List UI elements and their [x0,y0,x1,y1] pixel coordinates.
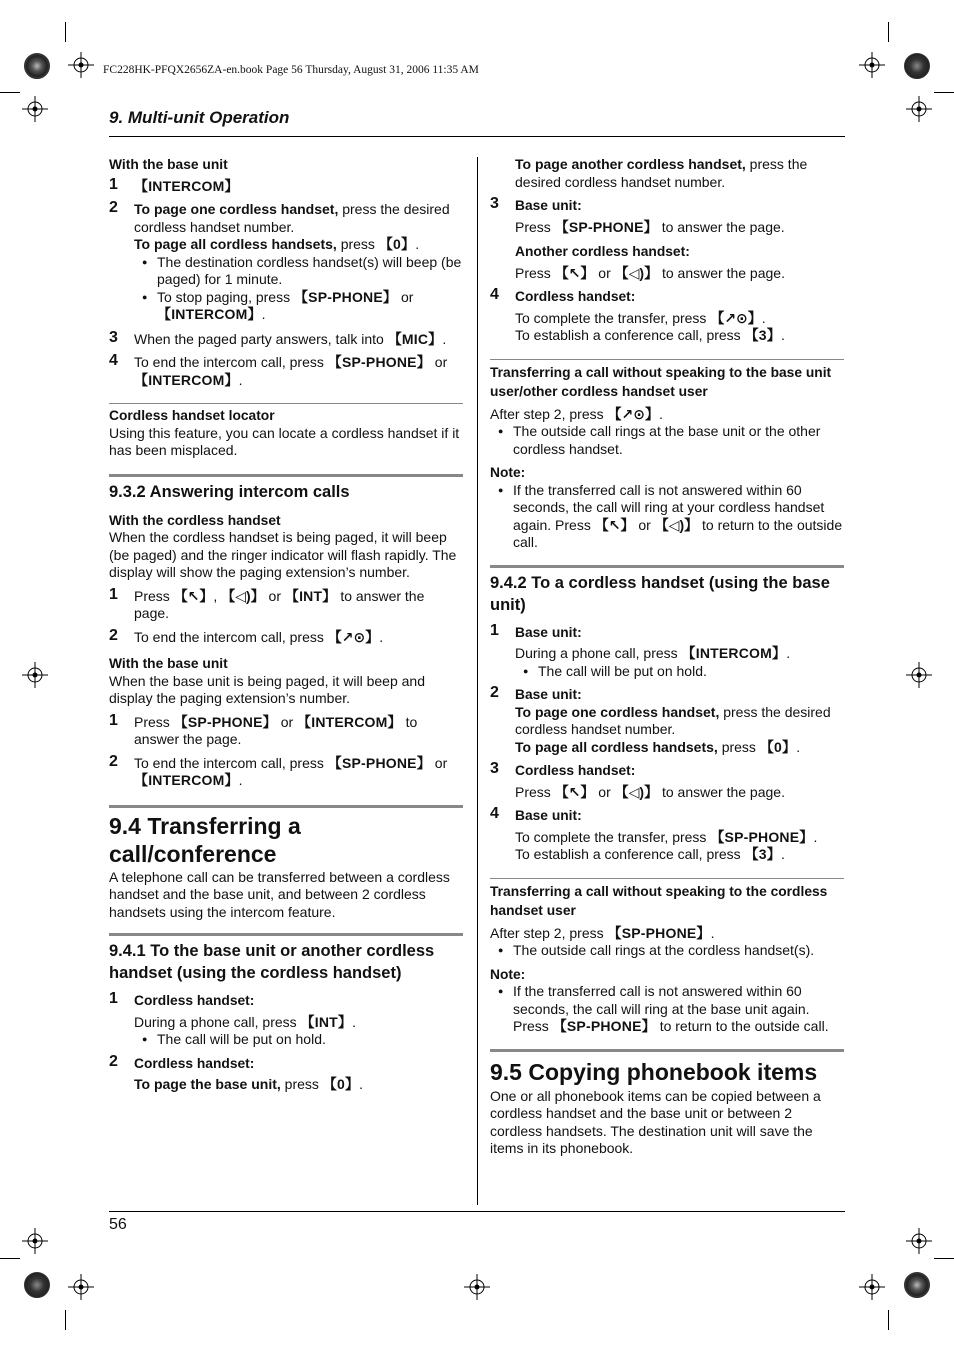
bullet-item: ● The destination cordless handset(s) will beep (be paged) for 1 minute. [134,254,463,289]
step [490,197,844,282]
step-number: 2 [490,684,499,701]
color-rosette-mark [904,53,930,79]
section-rule [109,805,463,808]
step-text: To page one cordless handset, press the desired cordless handset number. [515,703,831,737]
step-text: To end the intercom call, press 【SP-PHONE】 or 【INTERCOM】. [134,354,448,388]
step-text: When the paged party answers, talk into 【MIC】. [134,330,447,347]
step-number: 3 [490,195,499,212]
step-text: To page another cordless handset, press the desired cordless handset number. [515,156,808,190]
step-number: 4 [490,286,499,303]
step-text: To page one cordless handset, press the desired cordless handset number. [134,201,450,235]
step-number: 4 [490,805,499,822]
subheading: Transferring a call without speaking to the cordless handset user [490,883,828,918]
column-divider [477,157,478,1205]
subheading: Cordless handset locator [109,408,275,423]
bullet-item: ● To stop paging, press 【SP-PHONE】 or 【INTERCOM】. [134,289,463,324]
step-text: During a phone call, press 【INTERCOM】. [515,645,791,661]
step-number: 2 [109,199,118,216]
body-text: When the cordless handset is being paged, it will beep (be paged) and the ringer indicator will flash rapidly. The display will show the paging extension’s number. [109,529,457,580]
step-text: During a phone call, press 【INT】. [134,1013,356,1030]
bullet-item: ● If the transferred call is not answered within 60 seconds, the call will ring at the base unit again. Press 【SP-PHONE】 to return to the outside call. [490,983,844,1036]
subheading: Transferring a call without speaking to the base unit user/other cordless handset user [490,364,832,399]
step-heading: Base unit: [515,808,582,823]
step [109,992,463,1049]
bullet-item: ● The outside call rings at the base unit or the other cordless handset. [490,423,844,458]
body-text: When the base unit is being paged, it will beep and display the paging extension’s number. [109,672,425,706]
step [109,354,463,389]
bullet-item: ● The call will be put on hold. [515,663,844,681]
step-number: 3 [490,760,499,777]
step [109,585,463,623]
step-number: 1 [109,175,118,193]
step [109,626,463,647]
step-number: 1 [109,990,118,1007]
step-number: 2 [109,1052,118,1070]
section-rule [490,1049,844,1052]
step-text: Press 【SP-PHONE】 to answer the page. [515,218,785,235]
speaker-icon: 【◁)】 [654,516,699,533]
step [109,201,463,324]
step-text: To end the intercom call, press 【↗⊙】. [134,628,384,645]
registration-mark-icon [68,52,94,78]
step-heading: Base unit: [515,624,582,640]
left-column [109,156,463,1094]
step-number: 2 [109,626,118,644]
page-number: 56 [109,1216,127,1233]
section-heading: 9.4.2 To a cordless handset (using the base unit) [490,573,830,614]
step-text: To complete the transfer, press 【↗⊙】. [515,309,766,326]
step [109,175,463,196]
handset-talk-icon: 【↖】 [554,783,595,800]
bullet-item: ● The outside call rings at the cordless handset(s). [490,942,844,960]
registration-mark-icon [464,1274,490,1300]
step-text: Press 【SP-PHONE】 or 【INTERCOM】 to answer the page. [134,713,418,747]
step-heading: Base unit: [515,198,582,213]
step-heading: Another cordless handset: [515,244,690,259]
subheading: With the base unit [109,157,228,172]
book-file-line: FC228HK-PFQX2656ZA-en.book Page 56 Thursday, August 31, 2006 11:35 AM [103,64,479,76]
step-text: Press 【↖】 or 【◁)】 to answer the page. [515,783,785,800]
section-rule [490,878,844,879]
registration-mark-icon [859,1274,885,1300]
key-label: 【INTERCOM】 [134,177,239,194]
running-head: 9. Multi-unit Operation [109,108,290,127]
registration-mark-icon [22,662,48,688]
body-text: After step 2, press 【SP-PHONE】. [490,924,715,941]
handset-talk-icon: 【↖】 [554,264,595,281]
section-rule [490,565,844,568]
color-rosette-mark [24,53,50,79]
subheading: With the cordless handset [109,512,281,528]
step-continuation [490,156,844,191]
note-heading: Note: [490,966,526,982]
color-rosette-mark [904,1272,930,1298]
registration-mark-icon [906,96,932,122]
step [490,288,844,345]
step-text: To page the base unit, press 【0】. [134,1076,364,1092]
step-number: 2 [109,752,118,770]
handset-talk-icon: 【↖】 [173,587,214,604]
bullet-item: ● If the transferred call is not answered within 60 seconds, the call will ring at your cordless handset again. Press 【↖】 or 【◁)】 to return to the outside call. [490,482,844,552]
step-text: Press 【↖】, 【◁)】 or 【INT】 to answer the page. [134,587,425,621]
off-hold-icon: 【↗⊙】 [710,309,762,326]
registration-mark-icon [906,662,932,688]
section-rule [109,933,463,936]
section-heading: 9.4.1 To the base unit or another cordless handset (using the cordless handset) [109,942,435,982]
off-hold-icon: 【↗⊙】 [327,628,380,645]
registration-mark-icon [22,1228,48,1254]
subheading: With the base unit [109,656,228,671]
step [490,686,844,756]
body-text: A telephone call can be transferred between a cordless handset and the base unit, and between 2 cordless handsets using the intercom feature. [109,868,450,920]
step [109,711,463,749]
step [490,762,844,801]
registration-mark-icon [68,1274,94,1300]
section-rule [109,474,463,477]
body-text: After step 2, press 【↗⊙】. [490,405,663,422]
right-column [490,156,844,1158]
step-text: To page all cordless handsets, press 【0】. [515,738,801,755]
note-heading: Note: [490,465,526,480]
registration-mark-icon [859,52,885,78]
step [490,621,844,681]
step-heading: Cordless handset: [134,993,255,1008]
step-number: 1 [109,711,118,729]
step [109,752,463,790]
section-heading: 9.3.2 Answering intercom calls [109,482,350,501]
body-text: One or all phonebook items can be copied between a cordless handset and the base unit or between 2 cordless handsets. The destination unit will save the items in its phonebook. [490,1087,821,1156]
registration-mark-icon [906,1228,932,1254]
step [109,328,463,349]
step-text: To establish a conference call, press 【3】. [515,327,785,343]
step-number: 3 [109,328,118,346]
chapter-heading: 9.4 Transferring a call/conference [109,812,301,867]
handset-talk-icon: 【↖】 [594,516,635,533]
step-number: 4 [109,352,118,369]
step-text: To complete the transfer, press 【SP-PHONE】. [515,828,818,845]
chapter-heading: 9.5 Copying phonebook items [490,1058,818,1085]
step-heading: Cordless handset: [515,289,636,304]
speaker-icon: 【◁)】 [614,783,659,800]
step-text: To page all cordless handsets, press 【0】. [134,236,420,252]
section-rule [109,403,463,404]
step-text: Press 【↖】 or 【◁)】 to answer the page. [515,264,785,281]
bullet-item: ● The call will be put on hold. [134,1031,463,1049]
off-hold-icon: 【↗⊙】 [607,405,659,422]
color-rosette-mark [24,1272,50,1298]
step-text: To end the intercom call, press 【SP-PHONE】 or 【INTERCOM】. [134,754,448,788]
header-rule [109,136,845,137]
speaker-icon: 【◁)】 [614,264,659,281]
footer-rule [109,1211,845,1212]
section-rule [490,359,844,360]
step-heading: Cordless handset: [515,763,636,778]
step-heading: Base unit: [515,687,582,702]
step-number: 1 [490,621,499,639]
registration-mark-icon [22,96,48,122]
step-heading: Cordless handset: [134,1055,255,1071]
body-text: Using this feature, you can locate a cordless handset if it has been misplaced. [109,424,460,458]
step-text: To establish a conference call, press 【3】. [515,846,785,862]
step [109,1052,463,1094]
speaker-icon: 【◁)】 [221,587,265,604]
step [490,807,844,864]
step-number: 1 [109,585,118,603]
